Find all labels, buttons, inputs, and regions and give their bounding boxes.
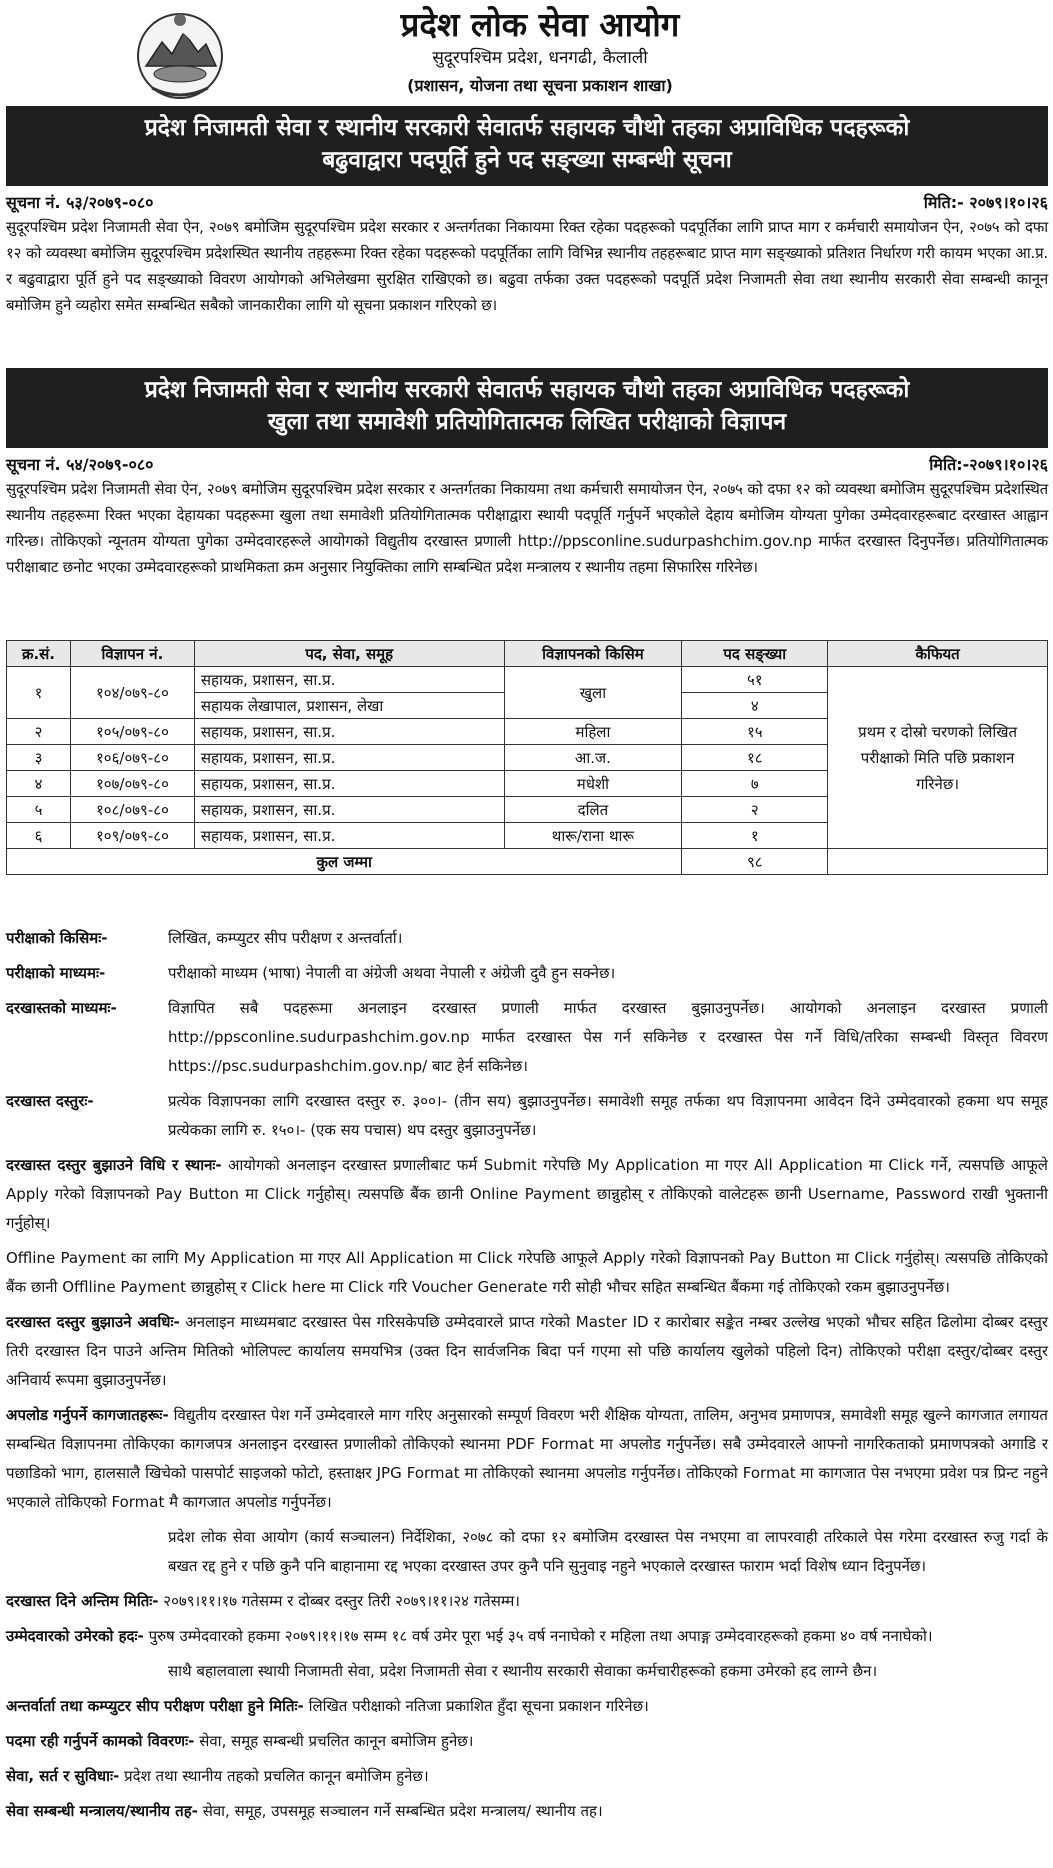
total-remark-empty <box>828 849 1048 875</box>
notice-53-number: सूचना नं. ५३/२०७९-०८० <box>6 193 154 212</box>
cell-serial: ३ <box>7 745 71 771</box>
col-advertisement-type: विज्ञापनको किसिम <box>504 641 682 667</box>
cell-type: मधेशी <box>504 771 682 797</box>
field-application-medium <box>6 994 1048 1081</box>
field-value: प्रदेश तथा स्थानीय तहको प्रचलित कानून बमोजिम हुनेछ। <box>124 1767 429 1785</box>
field-exam-medium <box>6 959 1048 988</box>
posts-table <box>6 640 1048 875</box>
cell-type: आ.ज. <box>504 745 682 771</box>
field-value: पुरुष उम्मेदवारको हकमा २०७९।११।१७ सम्म १८ वर्ष उमेर पूरा भई ३५ वर्ष ननाघेको र महिला तथा अपाङ्ग उम्मेदवारहरूको हकमा ४० वर्ष ननाघेको। <box>148 1627 933 1645</box>
commission-address: सुदूरपश्चिम प्रदेश, धनगढी, कैलाली <box>432 48 648 68</box>
cell-advertisement-no: १०७/०७९-८० <box>70 771 194 797</box>
banner-promotion-line2: बढुवाद्वारा पदपूर्ति हुने पद सङ्ख्या सम्बन्धी सूचना <box>322 147 732 173</box>
col-post: पद, सेवा, समूह <box>194 641 504 667</box>
notice-54-number: सूचना नं. ५४/२०७९-०८० <box>6 455 154 474</box>
field-value: सेवा, समूह सम्बन्धी प्रचलित कानून बमोजिम हुनेछ। <box>199 1732 474 1750</box>
field-value: सेवा, समूह, उपसमूह सञ्चालन गर्ने सम्बन्धित प्रदेश मन्त्रालय/ स्थानीय तह। <box>202 1802 603 1820</box>
field-label: दरखास्त दिने अन्तिम मितिः- <box>6 1592 159 1610</box>
field-value: विज्ञापित सबै पदहरूमा अनलाइन दरखास्त प्रणाली मार्फत दरखास्त बुझाउनुपर्नेछ। आयोगको अनलाइन दरखास्त प्रणाली http://ppsconline.sudurpashchim.gov.np मार्फत दरखास्त पेस गर्न सकिनेछ र दरखास्त पेस गर्ने विधि/तरिका सम्बन्धी विस्तृत विवरण https://psc.sudurpashchim.gov.np/ बाट हेर्न सकिनेछ। <box>168 999 1048 1075</box>
cell-count: २ <box>682 797 828 823</box>
field-duties <box>6 1727 1048 1756</box>
cell-advertisement-no: १०४/०७९-८० <box>70 667 194 719</box>
field-value: लिखित, कम्प्युटर सीप परीक्षण र अन्तर्वार्ता। <box>168 929 403 947</box>
cell-type: थारू/राना थारू <box>504 823 682 849</box>
table-total-row <box>7 849 1048 875</box>
field-ministry <box>6 1797 1048 1826</box>
cell-post: सहायक, प्रशासन, सा.प्र. <box>194 667 504 693</box>
cell-count: १८ <box>682 745 828 771</box>
cell-advertisement-no: १०५/०७९-८० <box>70 719 194 745</box>
field-value: आयोगको अनलाइन दरखास्त प्रणालीबाट फर्म Submit गरेपछि My Application मा गएर All Application मा Click गर्ने, त्यसपछि आफूले Apply गरेको विज्ञापनको Pay Button मा Click गर्नुहोस्। त्यसपछि बैंक छानी Online Payment छान्नुहोस् र तोकिएको वालेटहरू छानी Username, Password राखी भुक्तानी गर्नुहोस्। <box>6 1156 1048 1232</box>
field-value: अनलाइन माध्यमबाट दरखास्त पेस गरिसकेपछि उम्मेदवारले प्राप्त गरेको Master ID र कारोबार सङ्केत नम्बर उल्लेख भएको भौचर सहित ढिलोमा दोब्बर दस्तुर तिरी दरखास्त दिन पाउने अन्तिम मितिको भोलिपल्ट कार्यालय समयभित्र (उक्त दिन सार्वजनिक बिदा पर्न गएमा सो पछि कार्यालय खुलेको पहिलो दिन) तोकिएको परीक्षा दस्तुर/दोब्बर दस्तुर अनिवार्य रूपमा बुझाउनुपर्नेछ। <box>6 1313 1048 1389</box>
cell-serial: १ <box>7 667 71 719</box>
cell-advertisement-no: १०८/०७९-८० <box>70 797 194 823</box>
cell-post: सहायक, प्रशासन, सा.प्र. <box>194 771 504 797</box>
field-label: दरखास्त दस्तुर बुझाउने विधि र स्थानः- <box>6 1156 222 1174</box>
cell-serial: ५ <box>7 797 71 823</box>
field-last-date <box>6 1587 1048 1616</box>
cell-serial: २ <box>7 719 71 745</box>
col-remarks: कैफियत <box>828 641 1048 667</box>
field-age-limit <box>6 1622 1048 1651</box>
field-fee-method <box>6 1151 1048 1238</box>
table-header-row <box>7 641 1048 667</box>
branch-name: (प्रशासन, योजना तथा सूचना प्रकाशन शाखा) <box>407 76 673 95</box>
cell-serial: ४ <box>7 771 71 797</box>
field-upload-documents <box>6 1401 1048 1517</box>
cell-post: सहायक, प्रशासन, सा.प्र. <box>194 797 504 823</box>
col-post-count: पद सङ्ख्या <box>682 641 828 667</box>
field-value: लिखित परीक्षाको नतिजा प्रकाशित हुँदा सूचना प्रकाशन गरिनेछ। <box>308 1697 649 1715</box>
cell-advertisement-no: १०९/०७९-८० <box>70 823 194 849</box>
field-label: परीक्षाको माध्यमः- <box>6 964 106 982</box>
field-label: दरखास्त दस्तुर बुझाउने अवधिः- <box>6 1313 180 1331</box>
field-fee-period <box>6 1308 1048 1395</box>
cell-type: खुला <box>504 667 682 719</box>
field-label: अपलोड गर्नुपर्ने कागजातहरूः- <box>6 1406 169 1424</box>
banner-advertisement-line1: प्रदेश निजामती सेवा र स्थानीय सरकारी सेवातर्फ सहायक चौथो तहका अप्राविधिक पदहरूको <box>144 377 910 403</box>
field-value: २०७९।११।१७ गतेसम्म र दोब्बर दस्तुर तिरी २०७९।११।२४ गतेसम्म। <box>163 1592 520 1610</box>
banner-advertisement <box>6 368 1048 448</box>
total-label: कुल जम्मा <box>7 849 682 875</box>
field-terms <box>6 1762 1048 1791</box>
commission-title: प्रदेश लोक सेवा आयोग <box>400 5 680 44</box>
field-offline-payment: Offline Payment का लागि My Application मा गएर All Application मा Click गरेपछि आफूले Apply गरेको विज्ञापनको Pay Button मा Click गर्नुहोस्। त्यसपछि तोकिएको बैंक छानी Offlline Payment छान्नुहोस् र Click here मा Click गरि Voucher Generate गरी सोही भौचर सहित सम्बन्धित बैंकमा गई तोकिएको रकम बुझाउनुपर्नेछ। <box>6 1249 1048 1296</box>
field-exam-type <box>6 924 1048 953</box>
banner-promotion <box>6 106 1048 186</box>
cell-count: १ <box>682 823 828 849</box>
notice-54-line <box>6 454 1048 476</box>
field-label: पदमा रही गर्नुपर्ने कामको विवरणः- <box>6 1732 195 1750</box>
banner-advertisement-line2: खुला तथा समावेशी प्रतियोगितात्मक लिखित परीक्षाको विज्ञापन <box>267 409 787 435</box>
notice-53-body: सुदूरपश्चिम प्रदेश निजामती सेवा ऐन, २०७९ बमोजिम सुदूरपश्चिम प्रदेश सरकार र अन्तर्गतका निकायमा रिक्त रहेका पदहरूको पदपूर्तिका लागि प्राप्त माग र कर्मचारी समायोजन ऐन, २०७५ को दफा १२ को व्यवस्था बमोजिम सुदूरपश्चिम प्रदेशस्थित स्थानीय तहहरूमा रिक्त रहेका पदहरूको पदपूर्तिका लागि विभिन्न स्थानीय तहहरूबाट प्राप्त माग सङ्ख्याको प्रतिशत निर्धारण गरी कायम भएका आ.प्र. र बढुवाद्वारा पूर्ति हुने पद सङ्ख्याको विवरण आयोगको अभिलेखमा सुरक्षित राखिएको छ। बढुवा तर्फका उक्त पदहरूको पदपूर्ति प्रदेश निजामती सेवा तथा स्थानीय सरकारी सेवा सम्बन्धी कानून बमोजिम हुने व्यहोरा समेत सम्बन्धित सबैको जानकारीका लागि यो सूचना प्रकाशन गरिएको छ। <box>6 218 1048 314</box>
field-age-note: साथै बहालवाला स्थायी निजामती सेवा, प्रदेश निजामती सेवा र स्थानीय सरकारी सेवाका कर्मचारीहरूको हकमा उमेरको हद लाग्ने छैन। <box>168 1662 878 1680</box>
cell-post: सहायक, प्रशासन, सा.प्र. <box>194 823 504 849</box>
cell-count: १५ <box>682 719 828 745</box>
field-label: सेवा, सर्त र सुविधाः- <box>6 1767 120 1785</box>
cell-advertisement-no: १०६/०७९-८० <box>70 745 194 771</box>
cell-serial: ६ <box>7 823 71 849</box>
field-label: दरखास्तको माध्यमः- <box>6 999 117 1017</box>
total-count: ९८ <box>682 849 828 875</box>
field-label: सेवा सम्बन्धी मन्त्रालय/स्थानीय तह- <box>6 1802 198 1820</box>
advertisement-details <box>6 924 1048 1832</box>
field-label: अन्तर्वार्ता तथा कम्प्युटर सीप परीक्षण परीक्षा हुने मितिः- <box>6 1697 304 1715</box>
nepal-emblem-icon <box>132 6 228 102</box>
field-value: परीक्षाको माध्यम (भाषा) नेपाली वा अंग्रेजी अथवा नेपाली र अंग्रेजी दुवै हुन सक्नेछ। <box>168 964 616 982</box>
field-label: परीक्षाको किसिमः- <box>6 929 108 947</box>
field-value: प्रत्येक विज्ञापनका लागि दरखास्त दस्तुर रु. ३००।- (तीन सय) बुझाउनुपर्नेछ। समावेशी समूह तर्फका थप विज्ञापनमा आवेदन दिने उम्मेदवारको हकमा थप समूह प्रत्येकका लागि रु. १५०।- (एक सय पचास) थप दस्तुर बुझाउनुपर्नेछ। <box>168 1092 1048 1139</box>
field-application-fee <box>6 1087 1048 1145</box>
notice-53-date: मिति:- २०७९।१०।२६ <box>923 193 1048 212</box>
col-serial: क्र.सं. <box>7 641 71 667</box>
cell-type: महिला <box>504 719 682 745</box>
cell-type: दलित <box>504 797 682 823</box>
cell-post: सहायक, प्रशासन, सा.प्र. <box>194 745 504 771</box>
cell-post: सहायक लेखापाल, प्रशासन, लेखा <box>194 693 504 719</box>
cell-count: ७ <box>682 771 828 797</box>
table-row <box>7 667 1048 693</box>
notice-54-body: सुदूरपश्चिम प्रदेश निजामती सेवा ऐन, २०७९ बमोजिम सुदूरपश्चिम प्रदेश सरकार र अन्तर्गतका निकायमा तथा कर्मचारी समायोजन ऐन, २०७५ को दफा १२ को व्यवस्था बमोजिम सुदूरपश्चिम प्रदेशस्थित स्थानीय तहहरूमा रिक्त भएका देहायका पदहरूमा खुला तथा समावेशी प्रतियोगितात्मक परीक्षाद्वारा स्थायी पदपूर्ति गर्नुपर्ने भएकोले देहाय बमोजिम योग्यता पुगेका उम्मेदवारहरूबाट दरखास्त आह्वान गरिन्छ। तोकिएको न्यूनतम योग्यता पुगेका उम्मेदवारहरूले आयोगको विद्युतीय दरखास्त प्रणाली http://ppsconline.sudurpashchim.gov.np मार्फत दरखास्त दिनुपर्नेछ। प्रतियोगितात्मक परीक्षाबाट छनोट भएका उम्मेदवारहरूको प्राथमिकता क्रम अनुसार नियुक्तिका लागि सम्बन्धित प्रदेश मन्त्रालय र स्थानीय तहमा सिफारिस गरिनेछ। <box>6 480 1048 576</box>
banner-promotion-line1: प्रदेश निजामती सेवा र स्थानीय सरकारी सेवातर्फ सहायक चौथो तहका अप्राविधिक पदहरूको <box>144 115 910 141</box>
notice-54-date: मिति:-२०७९।१०।२६ <box>929 455 1048 474</box>
field-upload-note: प्रदेश लोक सेवा आयोग (कार्य सञ्चालन) निर्देशिका, २०७८ को दफा १२ बमोजिम दरखास्त पेस नभएमा वा लापरवाही तरिकाले पेस गरेमा दरखास्त रुजु गर्दा के बखत रद्द हुने र पछि कुनै पनि बाहानामा रद्द भएका दरखास्त उपर कुनै पनि सुनुवाइ नहुने भएकाले दरखास्त फाराम भर्दा विशेष ध्यान दिनुपर्नेछ। <box>168 1528 1048 1575</box>
notice-53-line <box>6 192 1048 214</box>
cell-count: ४ <box>682 693 828 719</box>
field-value: विद्युतीय दरखास्त पेश गर्ने उम्मेदवारले माग गरिए अनुसारको सम्पूर्ण विवरण भरी शैक्षिक योग्यता, तालिम, अनुभव प्रमाणपत्र, समावेशी समूह खुल्ने कागजात लगायत सम्बन्धित विज्ञापनमा तोकिएका कागजपत्र अनलाइन दरखास्त प्रणालीको तोकिएको स्थानमा PDF Format मा अपलोड गर्नुपर्नेछ। सबै उम्मेदवारले आफ्नो नागरिकताको प्रमाणपत्रको अगाडि र पछाडिको भाग, हालसालै खिचेको पासपोर्ट साइजको फोटो, हस्ताक्षर JPG Format मा तोकिएको स्थानमा अपलोड गर्नुपर्नेछ। तोकिएको Format मा कागजात पेस नभएमा प्रवेश पत्र प्रिन्ट नहुने भएकाले तोकिएको Format मै कागजात अपलोड गर्नुपर्नेछ। <box>6 1406 1048 1511</box>
field-label: दरखास्त दस्तुरः- <box>6 1092 94 1110</box>
cell-post: सहायक, प्रशासन, सा.प्र. <box>194 719 504 745</box>
cell-remark: प्रथम र दोस्रो चरणको लिखित परीक्षाको मिति पछि प्रकाशन गरिनेछ। <box>828 667 1048 849</box>
header <box>0 0 1053 102</box>
cell-count: ५१ <box>682 667 828 693</box>
col-advertisement-no: विज्ञापन नं. <box>70 641 194 667</box>
field-label: उम्मेदवारको उमेरको हदः- <box>6 1627 144 1645</box>
field-interview-date <box>6 1692 1048 1721</box>
